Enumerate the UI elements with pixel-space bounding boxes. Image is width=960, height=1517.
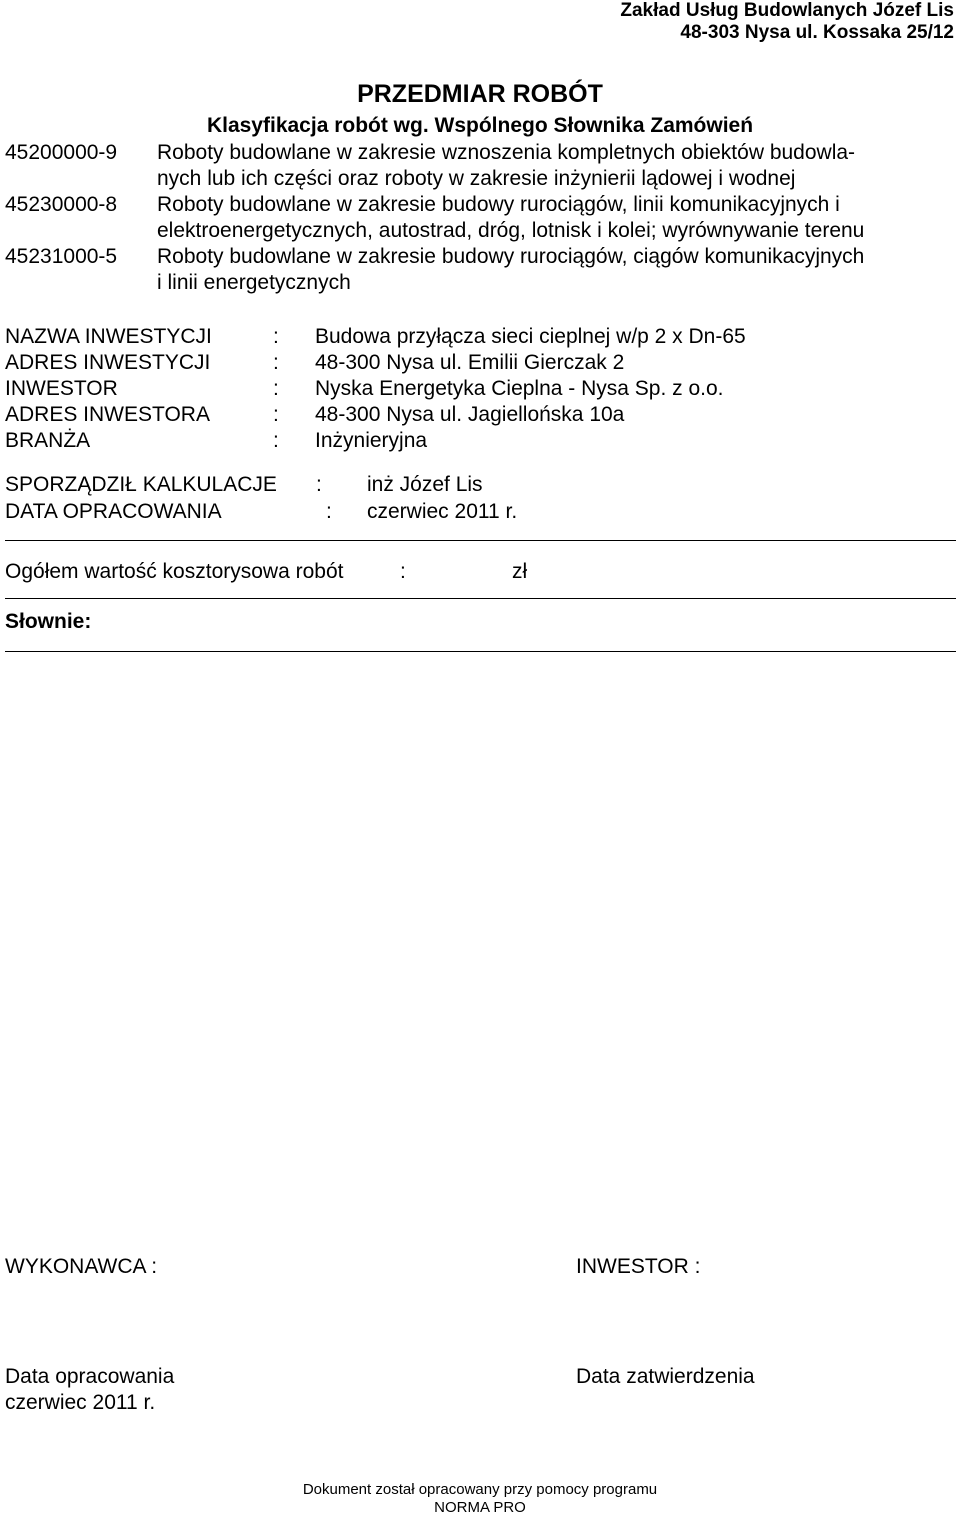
detail-label: INWESTOR (5, 377, 118, 400)
classification-desc-line: nych lub ich części oraz roboty w zakresie inżynierii lądowej i wodnej (157, 167, 796, 190)
detail-value: Inżynieryjna (315, 429, 428, 452)
detail-label: BRANŻA (5, 429, 91, 452)
classification-desc-line: Roboty budowlane w zakresie budowy rurociągów, linii komunikacyjnych i (157, 193, 840, 216)
classification-desc-line: Roboty budowlane w zakresie wznoszenia kompletnych obiektów budowla- (157, 141, 856, 164)
detail-colon: : (273, 403, 279, 426)
words-label: Słownie: (5, 610, 92, 633)
prep-date-label: Data opracowania (5, 1365, 175, 1388)
prepared-date-colon: : (326, 500, 332, 523)
classification-desc-line: Roboty budowlane w zakresie budowy rurociągów, ciągów komunikacyjnych (157, 245, 865, 268)
classification-code: 45230000-8 (5, 193, 118, 216)
classification-title: Klasyfikacja robót wg. Wspólnego Słownika Zamówień (206, 114, 754, 137)
contractor-label: WYKONAWCA : (5, 1255, 158, 1278)
total-colon: : (400, 560, 406, 583)
prepared-date-label: DATA OPRACOWANIA (5, 500, 222, 523)
company-name: Zakład Usług Budowlanych Józef Lis (620, 0, 954, 21)
prepared-date-value: czerwiec 2011 r. (367, 500, 518, 523)
prepared-by-colon: : (316, 473, 322, 496)
approval-date-label: Data zatwierdzenia (576, 1365, 755, 1388)
detail-label: ADRES INWESTORA (5, 403, 210, 426)
divider (5, 540, 956, 541)
detail-colon: : (273, 377, 279, 400)
classification-code: 45200000-9 (5, 141, 118, 164)
prepared-by-value: inż Józef Lis (367, 473, 483, 496)
detail-value: Nyska Energetyka Cieplna - Nysa Sp. z o.o. (315, 377, 724, 400)
detail-value: 48-300 Nysa ul. Jagiellońska 10a (315, 403, 625, 426)
detail-label: ADRES INWESTYCJI (5, 351, 211, 374)
detail-label: NAZWA INWESTYCJI (5, 325, 212, 348)
footer-line: Dokument został opracowany przy pomocy programu (302, 1481, 658, 1498)
company-address: 48-303 Nysa ul. Kossaka 25/12 (680, 22, 954, 43)
prepared-by-label: SPORZĄDZIŁ KALKULACJE (5, 473, 277, 496)
total-currency: zł (512, 560, 528, 583)
footer-program: NORMA PRO (434, 1499, 526, 1516)
detail-value: Budowa przyłącza sieci cieplnej w/p 2 x Dn-65 (315, 325, 746, 348)
detail-colon: : (273, 351, 279, 374)
detail-colon: : (273, 325, 279, 348)
divider (5, 651, 956, 652)
document-title: PRZEDMIAR ROBÓT (357, 80, 603, 108)
detail-colon: : (273, 429, 279, 452)
divider (5, 598, 956, 599)
classification-desc-line: i linii energetycznych (157, 271, 351, 294)
classification-desc-line: elektroenergetycznych, autostrad, dróg, lotnisk i kolei; wyrównywanie terenu (157, 219, 865, 242)
total-label: Ogółem wartość kosztorysowa robót (5, 560, 344, 583)
detail-value: 48-300 Nysa ul. Emilii Gierczak 2 (315, 351, 625, 374)
classification-code: 45231000-5 (5, 245, 118, 268)
prep-date-value: czerwiec 2011 r. (5, 1391, 156, 1414)
investor-label: INWESTOR : (576, 1255, 701, 1278)
